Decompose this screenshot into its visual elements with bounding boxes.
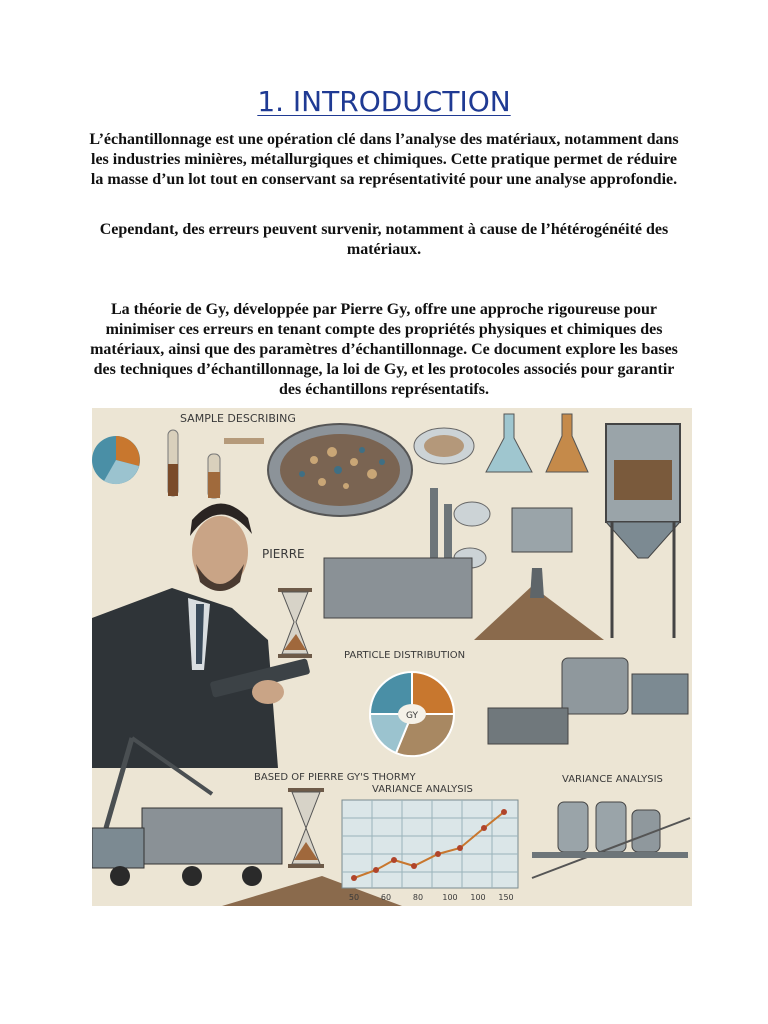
top-pie-chart <box>92 436 140 484</box>
gy-theory-paragraph: La théorie de Gy, développée par Pierre Gy, offre une approche rigoureuse pour minimiser ces erreurs en tenant compte des propriétés physiques et chimiques des matériaux, ainsi que des paramètres d’échantillonnage. Ce document explore les bases des techniques d’échantillonnage, la loi de Gy, et les protocoles associés pour garantir des échantillons représentatifs. <box>90 301 678 398</box>
variance-plant-label: VARIANCE ANALYSIS <box>562 774 663 785</box>
axis-tick: 50 <box>348 893 360 902</box>
axis-tick: 150 <box>498 893 514 902</box>
section-heading: 1. INTRODUCTION <box>257 85 511 118</box>
pie-center-label: GY <box>405 711 419 721</box>
intro-paragraph: L’échantillonnage est une opération clé dans l’analyse des matériaux, notamment dans les industries minières, métallurgiques et chimiques. Cette pratique permet de réduire la masse d’un lot tout en conservant sa représentativité pour une analyse approfondie. <box>89 131 679 188</box>
particle-bowl <box>268 424 412 516</box>
sampling-illustration <box>92 408 692 906</box>
axis-tick: 80 <box>412 893 424 902</box>
particle-distribution-label: PARTICLE DISTRIBUTION <box>344 650 466 661</box>
sample-label: SAMPLE DESCRIBING <box>180 412 296 425</box>
pierre-label: PIERRE <box>262 547 305 561</box>
based-on-label: BASED OF PIERRE GY'S THORMY <box>254 772 416 783</box>
variance-chart-label: VARIANCE ANALYSIS <box>372 784 473 795</box>
axis-tick: 100 <box>470 893 486 902</box>
axis-tick: 100 <box>442 893 458 902</box>
axis-tick: 60 <box>380 893 392 902</box>
heterogeneity-paragraph: Cependant, des erreurs peuvent survenir, notamment à cause de l’hétérogénéité des matériaux. <box>99 221 669 258</box>
variance-chart <box>342 800 518 888</box>
